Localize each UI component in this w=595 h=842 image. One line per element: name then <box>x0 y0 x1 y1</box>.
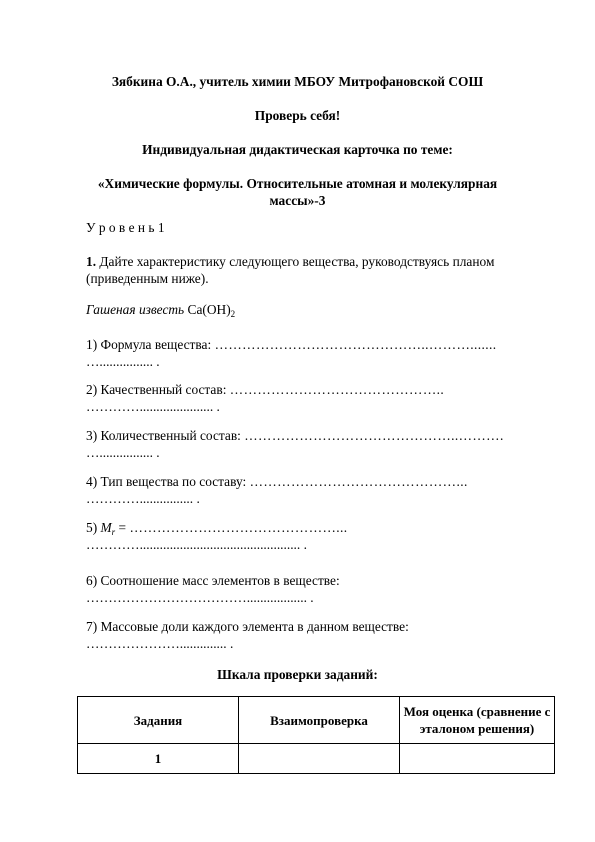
my-grade-cell[interactable] <box>400 744 555 774</box>
header-tasks: Задания <box>78 697 239 744</box>
item-3-label: 3) Количественный состав: <box>86 428 241 443</box>
substance-formula: $Ca(OH)_2$ <box>187 302 236 319</box>
check-yourself-title: Проверь себя! <box>254 108 341 123</box>
item-1-continuation: …................ . <box>86 354 160 369</box>
substance-line <box>86 301 235 323</box>
item-2-continuation: …………...................... . <box>86 399 220 414</box>
item-4-line <box>86 473 468 490</box>
topic-line-1: «Химические формулы. Относительные атомная и молекулярная <box>97 176 498 191</box>
peer-review-cell[interactable] <box>239 744 400 774</box>
item-6-line: 6) Соотношение масс элементов в веществе: <box>86 573 340 588</box>
item-1-line <box>86 336 497 353</box>
item-5-label: 5) <box>86 520 101 535</box>
author-line: Зябкина О.А., учитель химии МБОУ Митрофановской СОШ <box>111 74 484 89</box>
item-5-continuation: …………................................................ . <box>86 537 307 552</box>
item-1-answer-dots: ………………………………………..………....... <box>214 337 497 352</box>
scale-title: Шкала проверки заданий: <box>217 667 378 682</box>
item-5-symbol-m: M <box>100 520 112 535</box>
item-1-label: 1) Формула вещества: <box>86 337 212 352</box>
item-2-label: 2) Качественный состав: <box>86 382 227 397</box>
header-my-grade: Моя оценка (сравнение с эталоном решения) <box>400 697 555 744</box>
table-row <box>78 744 555 774</box>
item-5-line: 5) $M_r$ = ………………………………………... <box>86 520 348 537</box>
grading-table <box>77 696 555 774</box>
task-number-cell: 1 <box>78 744 239 774</box>
substance-name: Гашеная известь <box>86 302 185 317</box>
level-label: У р о в е н ь 1 <box>86 220 165 235</box>
item-4-answer-dots: ………………………………………... <box>249 474 468 489</box>
item-5-symbol-r: r <box>111 527 116 537</box>
task-number: 1. <box>86 254 97 269</box>
item-7-continuation: ………………….............. . <box>86 636 234 651</box>
item-2-line <box>86 381 444 398</box>
item-3-line <box>86 427 504 444</box>
item-3-answer-dots: ………………………………………..………. <box>244 428 504 443</box>
task-text-line-1 <box>86 253 494 270</box>
item-4-continuation: …………................ . <box>86 491 200 506</box>
item-5-answer-dots: ………………………………………... <box>129 520 348 535</box>
task-text: Дайте характеристику следующего вещества, руководствуясь планом <box>99 254 495 269</box>
item-2-answer-dots: ……………………………………….. <box>229 382 445 397</box>
item-7-line: 7) Массовые доли каждого элемента в данном веществе: <box>86 619 409 634</box>
task-text-line-2: (приведенным ниже). <box>86 271 209 286</box>
header-peer-review: Взаимопроверка <box>239 697 400 744</box>
item-4-label: 4) Тип вещества по составу: <box>86 474 247 489</box>
topic-line-2: массы»-3 <box>269 193 326 208</box>
item-3-continuation: …................ . <box>86 445 160 460</box>
table-header-row <box>78 697 555 744</box>
item-6-continuation: ……………………………….................. . <box>86 590 314 605</box>
card-title: Индивидуальная дидактическая карточка по теме: <box>142 142 453 157</box>
